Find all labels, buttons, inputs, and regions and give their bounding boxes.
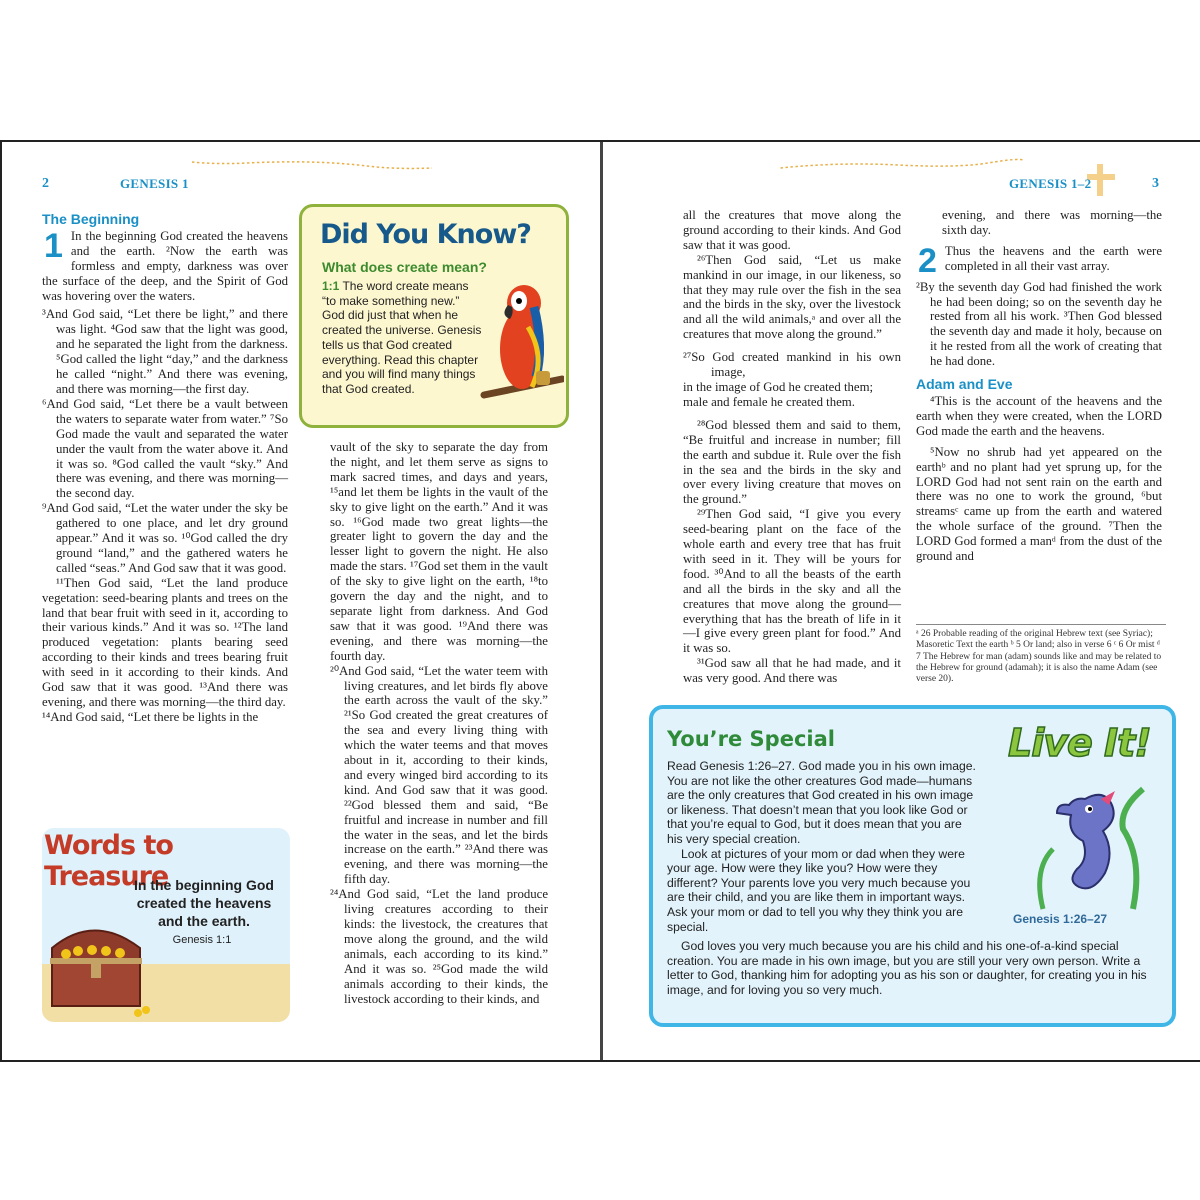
page-number: 2 xyxy=(42,176,49,191)
running-head: GENESIS 1 xyxy=(120,176,189,191)
verse-text: ⁴This is the account of the heavens and the earth when they were created, when the LORD God made the earth and the heavens. xyxy=(916,393,1162,438)
did-you-know-subtitle: What does create mean? xyxy=(322,259,487,275)
column-4 xyxy=(916,208,1162,564)
verse-text: vault of the sky to separate the day from the night, and let them serve as signs to mark sacred times, and days and years, ¹⁵and let them be lights in the vault of the sky to give light on the earth.” And it was so. ¹⁶God made two great lights—the greater light to govern the day and the lesser light to govern the night. He also made the stars. ¹⁷God set them in the vault of the sky to give light on the earth, ¹⁸to govern the day and the night, and to separate light from darkness. And God saw that it was good. ¹⁹And there was evening, and there was morning—the fourth day. xyxy=(330,440,548,663)
verse-text: ²⁸God blessed them and said to them, “Be fruitful and increase in number; fill the earth and subdue it. Rule over the fish in the sea and the birds in the sky and over every living creature that moves on the ground.” xyxy=(683,417,901,507)
live-it-box xyxy=(649,705,1176,1027)
live-it-paragraph: Read Genesis 1:26–27. God made you in his own image. You are not like the other creatures God made—humans are the only creatures that God created in his own image or likeness. That doesn’t mean that you look like God or that you’re equal to God, but it does mean that you are his very special creation. xyxy=(667,759,976,846)
live-it-paragraph xyxy=(667,939,1157,997)
live-it-logo: Live It! xyxy=(1008,721,1151,765)
live-it-paragraph: Look at pictures of your mom or dad when they were your age. How were they like you? How were they different? Your parents love you very much because you are their child, and you are like them in important ways. Ask your mom or dad to tell you why they think you are special. xyxy=(667,846,971,934)
verse-text: ¹¹Then God said, “Let the land produce vegetation: seed-bearing plants and trees on the land that bear fruit with seed in it, according to their various kinds.” And it was so. ¹²The land produced vegetation: plants bearing seed according to their kinds and trees bearing fruit with seed in it according to their kinds. And God saw that it was good. ¹³And there was evening, and there was morning—the third day. xyxy=(42,575,288,709)
words-to-treasure-quote: In the beginning God created the heavens and the earth. xyxy=(134,877,274,929)
verse-text: ³¹God saw all that he had made, and it was very good. And there was xyxy=(683,656,901,686)
live-it-body xyxy=(667,759,977,934)
column-1 xyxy=(42,212,288,725)
left-page xyxy=(2,142,600,1060)
right-page xyxy=(603,142,1200,1060)
verse-text: ⁵Now no shrub had yet appeared on the earthᵇ and no plant had yet sprung up, for the LORD God had not sent rain on the earth and there was no one to work the ground, ⁶but streamsᶜ came up from the earth and watered the whole surface of the ground. ⁷Then the LORD God formed a manᵈ from the dust of the ground and xyxy=(916,444,1162,564)
chapter-number: 2 xyxy=(918,241,937,280)
poem-line: male and female he created them. xyxy=(683,394,855,409)
words-to-treasure-ref: Genesis 1:1 xyxy=(172,934,232,946)
section-heading: Adam and Eve xyxy=(916,376,1013,393)
parrot-illustration xyxy=(474,267,564,417)
verse-text: ⁶And God said, “Let there be a vault between the waters to separate water from water.” ⁷So God made the vault and separated the water under the vault from the water above it. And it was so. ⁸God called the vault “sky.” And there was evening, and there was morning—the second day. xyxy=(42,396,288,501)
chapter-number: 1 xyxy=(44,226,63,265)
live-it-ref: Genesis 1:26–27 xyxy=(1013,912,1108,926)
verse-text: ¹⁴And God said, “Let there be lights in the xyxy=(42,709,259,724)
did-you-know-text: The word create means “to make something new.” God did just that when he created the universe. Genesis tells us that God created everything. Read this chapter and you will find many things that God created. xyxy=(322,279,482,396)
verse-text: evening, and there was morning—the sixth day. xyxy=(942,208,1162,237)
footnotes: ᵃ 26 Probable reading of the original Hebrew text (see Syriac); Masoretic Text the earth ᵇ 5 Or land; also in verse 6 ᶜ 6 Or mist ᵈ 7 The Hebrew for man (adam) sounds like and may be related to the Hebrew for ground (adamah); it is also the name Adam (see verse 20). xyxy=(916,624,1166,685)
live-it-text: God loves you very much because you are his child and his one-of-a-kind special creation. You are made in his own image, but you are still your very own person. Write a letter to God, thanking him for adopting you as his son or daughter, for creating you in his image, and for loving you so very much. xyxy=(667,939,1147,997)
running-head: GENESIS 1–2 xyxy=(1009,176,1092,191)
seahorse-illustration xyxy=(1023,769,1163,919)
poem-line: in the image of God he created them; xyxy=(683,379,874,394)
did-you-know-title: Did You Know? xyxy=(320,219,531,250)
paragraph xyxy=(916,241,1162,280)
verse-text: In the beginning God created the heavens and the earth. ²Now the earth was formless and empty, darkness was over the surface of the deep, and the Spirit of God was hovering over the waters. xyxy=(42,228,288,303)
verse-text: all the creatures that move along the ground according to their kinds. And God saw that it was good. xyxy=(683,208,901,252)
poem xyxy=(683,350,901,410)
did-you-know-ref: 1:1 xyxy=(322,279,340,293)
did-you-know-body xyxy=(322,279,482,397)
verse-text: ³And God said, “Let there be light,” and there was light. ⁴God saw that the light was good, and he separated the light from the darkness. ⁵God called the light “day,” and the darkness he called “night.” And there was evening, and there was morning—the first day. xyxy=(42,307,288,396)
book-spread xyxy=(0,140,1200,1062)
verse-text: ²⁶Then God said, “Let us make mankind in our image, in our likeness, so that they may rule over the fish in the sea and the birds in the sky, over the livestock and all the wild animals,ᵃ and over all the creatures that move along the ground.” xyxy=(683,252,901,342)
words-to-treasure-box xyxy=(42,828,290,1022)
verse-text: Thus the heavens and the earth were completed in all their vast array. xyxy=(944,243,1162,273)
dashed-trail-decoration xyxy=(62,142,562,172)
poem-line: ²⁷So God created mankind in his own image, xyxy=(683,350,901,380)
verse-text: ²⁴And God said, “Let the land produce living creatures according to their kinds: the livestock, the creatures that move along the ground, and the wild animals, each according to its kind.” And it was so. ²⁵God made the wild animals according to their kinds, the livestock according to their kinds, and xyxy=(330,887,548,1006)
column-2 xyxy=(330,440,548,1006)
verse-text: ²⁰And God said, “Let the water teem with living creatures, and let birds fly above the earth across the vault of the sky.” ²¹So God created the great creatures of the sea and every living thing with which the water teems and that moves about in it, according to their kinds, and every winged bird according to its kind. And God saw that it was good. ²²God blessed them and said, “Be fruitful and increase in number and fill the water in the seas, and let the birds increase on the earth.” ²³And there was evening, and there was morning—the fifth day. xyxy=(330,663,548,887)
verse-text: ²By the seventh day God had finished the work he had been doing; so on the seventh day he rested from all his work. ³Then God blessed the seventh day and made it holy, because on it he rested from all the work of creating that he had done. xyxy=(916,279,1162,369)
verse-text: ²⁹Then God said, “I give you every seed-bearing plant on the face of the whole earth and every tree that has fruit with seed in it. They will be yours for food. ³⁰And to all the beasts of the earth and all the birds in the sky and all the creatures that move along the ground—everything that has the breath of life in it—I give every green plant for food.” And it was so. xyxy=(683,507,901,656)
section-heading: The Beginning xyxy=(42,211,140,227)
page-number: 3 xyxy=(1152,176,1159,191)
treasure-chest-illustration xyxy=(44,918,154,1018)
verse-text: ⁹And God said, “Let the water under the sky be gathered to one place, and let dry ground appear.” And it was so. ¹⁰God called the dry ground “land,” and the gathered waters he called “seas.” And God saw that it was good. xyxy=(42,501,288,575)
paragraph xyxy=(42,226,288,304)
dashed-trail-decoration xyxy=(653,142,1153,172)
words-to-treasure-title: Words to Treasure xyxy=(44,830,173,892)
live-it-title: You’re Special xyxy=(667,727,835,751)
column-3 xyxy=(683,208,901,686)
did-you-know-box xyxy=(299,204,569,428)
